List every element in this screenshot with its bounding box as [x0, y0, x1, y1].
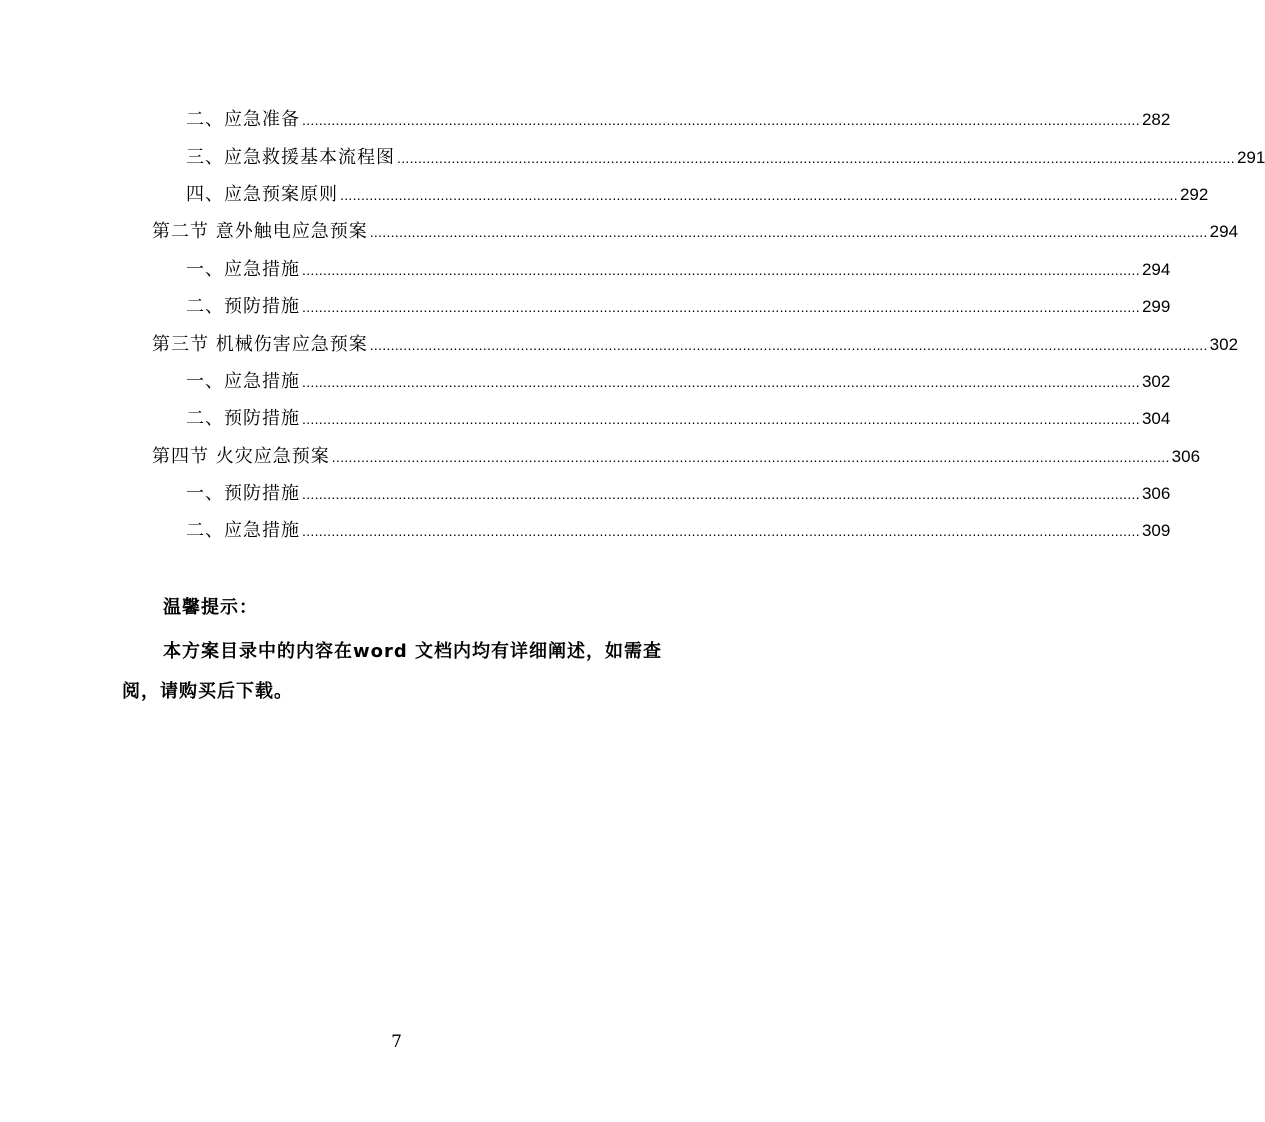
- toc-section-entry[interactable]: [152, 442, 1201, 472]
- toc-entry-title: 一、预防措施: [186, 483, 300, 504]
- toc-entry-page: 291: [1236, 148, 1265, 167]
- toc-leader-dots: ........................................................................................................................................................................................................: [331, 449, 1170, 465]
- toc-section-entry[interactable]: [152, 217, 1239, 247]
- toc-leader-dots: ........................................................................................................................................................................................................: [397, 150, 1235, 166]
- toc-entry-title: 第四节 火灾应急预案: [152, 446, 330, 467]
- notice-title: 温馨提示：: [163, 597, 258, 618]
- toc-entry-title: 二、应急准备: [186, 109, 300, 130]
- toc-entry[interactable]: [186, 105, 1171, 135]
- toc-entry[interactable]: [186, 143, 1265, 173]
- page-number: 7: [391, 1032, 402, 1052]
- toc-entry-title: 四、应急预案原则: [186, 184, 338, 205]
- toc-entry-page: 302: [1209, 335, 1239, 354]
- toc-entry-title: 一、应急措施: [186, 259, 300, 280]
- toc-entry[interactable]: [186, 255, 1171, 285]
- toc-entry[interactable]: [186, 367, 1171, 397]
- toc-entry-page: 294: [1141, 260, 1171, 279]
- toc-entry-page: 309: [1141, 521, 1171, 540]
- toc-leader-dots: ........................................................................................................................................................................................................: [302, 374, 1140, 390]
- toc-leader-dots: ........................................................................................................................................................................................................: [302, 523, 1140, 539]
- toc-leader-dots: ........................................................................................................................................................................................................: [302, 486, 1140, 502]
- toc-entry-page: 282: [1141, 110, 1171, 129]
- toc-entry[interactable]: [186, 479, 1171, 509]
- toc-entry-title: 第三节 机械伤害应急预案: [152, 334, 368, 355]
- toc-leader-dots: ........................................................................................................................................................................................................: [302, 299, 1140, 315]
- toc-entry-page: 302: [1141, 372, 1171, 391]
- toc-entry-page: 304: [1141, 409, 1171, 428]
- toc-leader-dots: ........................................................................................................................................................................................................: [302, 411, 1140, 427]
- toc-entry[interactable]: [186, 292, 1171, 322]
- toc-entry-title: 一、应急措施: [186, 371, 300, 392]
- toc-entry-title: 二、预防措施: [186, 408, 300, 429]
- toc-leader-dots: ........................................................................................................................................................................................................: [340, 187, 1178, 203]
- toc-leader-dots: ........................................................................................................................................................................................................: [302, 112, 1140, 128]
- toc-entry-page: 294: [1209, 222, 1239, 241]
- toc-leader-dots: ........................................................................................................................................................................................................: [369, 337, 1208, 353]
- toc-entry[interactable]: [186, 404, 1171, 434]
- toc-section-entry[interactable]: [152, 330, 1239, 360]
- toc-entry-page: 299: [1141, 297, 1171, 316]
- toc-entry[interactable]: [186, 516, 1171, 546]
- toc-entry-page: 292: [1179, 185, 1209, 204]
- toc-leader-dots: ........................................................................................................................................................................................................: [302, 262, 1140, 278]
- toc-entry-page: 306: [1141, 484, 1171, 503]
- toc-entry-page: 306: [1171, 447, 1201, 466]
- toc-entry-title: 二、应急措施: [186, 520, 300, 541]
- toc-entry-title: 二、预防措施: [186, 296, 300, 317]
- toc-leader-dots: ........................................................................................................................................................................................................: [369, 224, 1208, 240]
- toc-entry-title: 三、应急救援基本流程图: [186, 147, 395, 168]
- toc-entry[interactable]: [186, 180, 1209, 210]
- toc-entry-title: 第二节 意外触电应急预案: [152, 221, 368, 242]
- notice-body: 本方案目录中的内容在word 文档内均有详细阐述，如需查阅，请购买后下载。: [122, 641, 663, 702]
